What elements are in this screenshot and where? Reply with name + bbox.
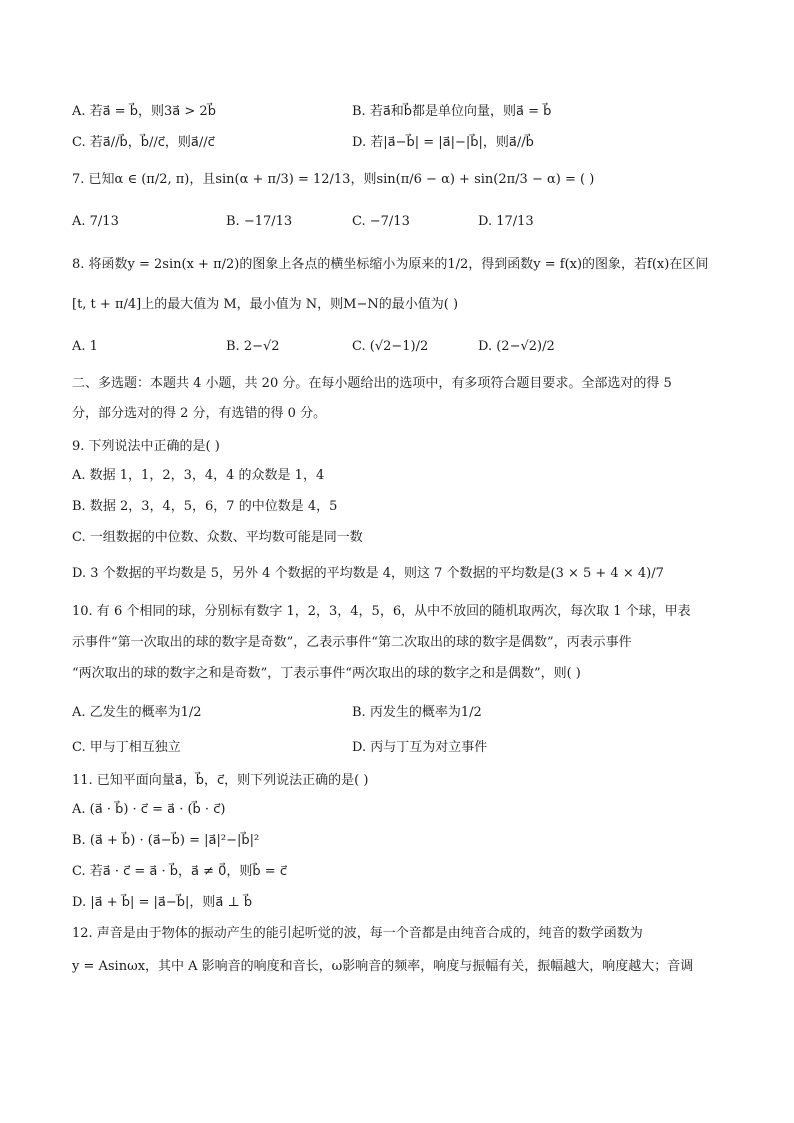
q8-option-d: D. (2−√2)/2 [478, 339, 555, 354]
q11-option-d: D. |a⃗ + b⃗| = |a⃗−b⃗|，则a⃗ ⊥ b⃗ [72, 895, 253, 910]
q7-option-d: D. 17/13 [478, 214, 534, 229]
q12-stem-line2: y = Asinωx，其中 A 影响音的响度和音长，ω影响音的频率，响度与振幅有关，振幅越大，响度越大；音调 [72, 959, 694, 974]
q9-stem: 9. 下列说法中正确的是( ) [72, 439, 220, 454]
q11-option-b: B. (a⃗ + b⃗) · (a⃗−b⃗) = |a⃗|²−|b⃗|² [72, 833, 260, 848]
q10-option-a: A. 乙发生的概率为1/2 [72, 705, 202, 720]
q10-option-b: B. 丙发生的概率为1/2 [352, 705, 482, 720]
q12-stem-line1: 12. 声音是由于物体的振动产生的能引起听觉的波，每一个音都是由纯音合成的，纯音的数学函数为 [72, 926, 643, 941]
q5-option-b: B. 若a⃗和b⃗都是单位向量，则a⃗ = b⃗ [352, 104, 552, 119]
q9-option-c: C. 一组数据的中位数、众数、平均数可能是同一数 [72, 530, 363, 545]
q8-stem-line2: [t, t + π/4]上的最大值为 M，最小值为 N，则M−N的最小值为( ) [72, 297, 459, 312]
q11-stem: 11. 已知平面向量a⃗，b⃗，c⃗，则下列说法正确的是( ) [72, 773, 369, 788]
q10-stem-line3: “两次取出的球的数字之和是奇数”，丁表示事件“两次取出的球的数字之和是偶数”，则( ) [72, 666, 581, 681]
q8-stem-line1: 8. 将函数y = 2sin(x + π/2)的图象上各点的横坐标缩小为原来的1/2，得到函数y = f(x)的图象，若f(x)在区间 [72, 257, 709, 272]
q10-stem-line2: 示事件“第一次取出的球的数字是奇数”，乙表示事件“第二次取出的球的数字是偶数”，丙表示事件 [72, 635, 632, 650]
q7-stem: 7. 已知α ∈ (π/2, π)，且sin(α + π/3) = 12/13，则sin(π/6 − α) + sin(2π/3 − α) = ( ) [72, 172, 595, 187]
q7-option-c: C. −7/13 [352, 214, 410, 229]
q8-option-a: A. 1 [72, 339, 98, 354]
q11-option-a: A. (a⃗ · b⃗) · c⃗ = a⃗ · (b⃗ · c⃗) [72, 802, 226, 817]
q9-option-b: B. 数据 2，3，4，5，6，7 的中位数是 4，5 [72, 499, 338, 514]
q7-option-b: B. −17/13 [226, 214, 293, 229]
q10-option-d: D. 丙与丁互为对立事件 [352, 740, 488, 755]
section2-heading-line2: 分，部分选对的得 2 分，有选错的得 0 分。 [72, 406, 327, 421]
q10-option-c: C. 甲与丁相互独立 [72, 740, 181, 755]
q11-option-c: C. 若a⃗ · c⃗ = a⃗ · b⃗，a⃗ ≠ 0⃗，则b⃗ = c⃗ [72, 864, 287, 879]
q10-stem-line1: 10. 有 6 个相同的球，分别标有数字 1，2，3，4，5，6，从中不放回的随机取两次，每次取 1 个球，甲表 [72, 604, 691, 619]
q5-option-d: D. 若|a⃗−b⃗| = |a⃗|−|b⃗|，则a⃗//b⃗ [352, 135, 534, 150]
q9-option-a: A. 数据 1，1，2，3，4，4 的众数是 1，4 [72, 468, 325, 483]
section2-heading-line1: 二、多选题：本题共 4 小题，共 20 分。在每小题给出的选项中，有多项符合题目要求。全部选对的得 5 [72, 376, 672, 391]
q5-option-a: A. 若a⃗ = b⃗，则3a⃗ > 2b⃗ [72, 104, 216, 119]
q7-option-a: A. 7/13 [72, 214, 119, 229]
q5-option-c: C. 若a⃗//b⃗，b⃗//c⃗，则a⃗//c⃗ [72, 135, 215, 150]
q9-option-d: D. 3 个数据的平均数是 5，另外 4 个数据的平均数是 4，则这 7 个数据的平均数是(3 × 5 + 4 × 4)/7 [72, 566, 664, 581]
q8-option-c: C. (√2−1)/2 [352, 339, 429, 354]
q8-option-b: B. 2−√2 [226, 339, 280, 354]
